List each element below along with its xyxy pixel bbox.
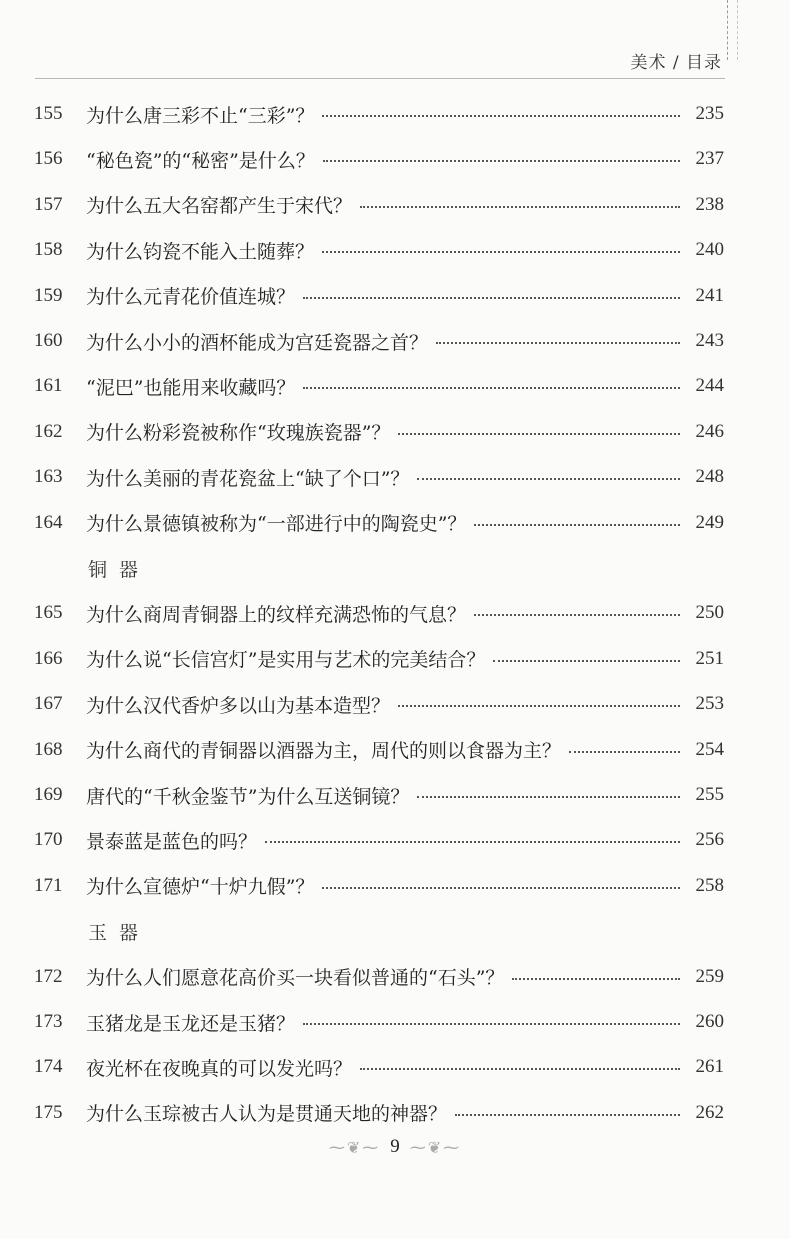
entry-page-number: 238 bbox=[695, 193, 724, 215]
entry-number: 169 bbox=[34, 784, 63, 805]
entry-number: 161 bbox=[34, 375, 63, 397]
entry-number: 159 bbox=[34, 284, 63, 306]
dot-leader bbox=[398, 705, 680, 707]
entry-number: 160 bbox=[34, 330, 63, 351]
entry-number: 157 bbox=[34, 193, 63, 215]
dot-leader bbox=[417, 478, 680, 480]
dot-leader bbox=[360, 1068, 680, 1070]
toc-entry[interactable] bbox=[34, 326, 724, 356]
entry-page-number: 256 bbox=[695, 829, 724, 851]
toc-entry[interactable] bbox=[34, 1052, 724, 1082]
entry-page-number: 253 bbox=[695, 693, 724, 715]
entry-number: 167 bbox=[34, 693, 63, 715]
entry-number: 173 bbox=[34, 1011, 63, 1032]
entry-title: 唐代的“千秋金鉴节”为什么互送铜镜？ bbox=[86, 785, 410, 808]
dot-leader bbox=[512, 978, 680, 980]
entry-page-number: 243 bbox=[695, 330, 724, 351]
entry-page-number: 250 bbox=[695, 602, 724, 624]
entry-page-number: 260 bbox=[695, 1011, 724, 1032]
entry-title: 为什么美丽的青花瓷盆上“缺了个口”？ bbox=[86, 467, 410, 490]
entry-number: 162 bbox=[34, 420, 63, 442]
dot-leader bbox=[322, 115, 680, 117]
dot-leader bbox=[303, 387, 680, 389]
entry-page-number: 249 bbox=[695, 511, 724, 533]
entry-number: 168 bbox=[34, 738, 63, 760]
toc-entry[interactable] bbox=[34, 1098, 724, 1128]
toc-entry[interactable] bbox=[34, 281, 724, 311]
toc-entry[interactable] bbox=[34, 598, 724, 628]
page-edge-line bbox=[736, 0, 738, 60]
running-header: 美术 / 目录 bbox=[630, 53, 722, 73]
entry-title: 为什么粉彩瓷被称作“玫瑰族瓷器”？ bbox=[86, 422, 391, 445]
entry-number: 164 bbox=[34, 511, 63, 533]
entry-page-number: 246 bbox=[695, 420, 724, 442]
entry-title: 夜光杯在夜晚真的可以发光吗？ bbox=[86, 1057, 353, 1080]
entry-title: 为什么说“长信宫灯”是实用与艺术的完美结合？ bbox=[86, 649, 486, 672]
entry-title: 为什么小小的酒杯能成为宫廷瓷器之首？ bbox=[86, 331, 429, 354]
toc-entry[interactable] bbox=[34, 462, 724, 492]
entry-title: 为什么景德镇被称为“一部进行中的陶瓷史”？ bbox=[86, 513, 467, 536]
entry-number: 158 bbox=[34, 239, 63, 261]
entry-page-number: 241 bbox=[695, 284, 724, 306]
entry-page-number: 262 bbox=[695, 1101, 724, 1123]
entry-page-number: 240 bbox=[695, 239, 724, 261]
dot-leader bbox=[303, 1023, 680, 1025]
entry-page-number: 251 bbox=[695, 647, 724, 669]
toc-entry[interactable] bbox=[34, 508, 724, 538]
entry-number: 165 bbox=[34, 602, 63, 624]
entry-title: 为什么汉代香炉多以山为基本造型？ bbox=[86, 694, 391, 717]
dot-leader bbox=[323, 160, 680, 162]
entry-title: 为什么宣德炉“十炉九假”？ bbox=[86, 876, 315, 899]
entry-title: 为什么商代的青铜器以酒器为主，周代的则以食器为主？ bbox=[86, 740, 562, 763]
dot-leader bbox=[322, 887, 680, 889]
entry-title: 玉猪龙是玉龙还是玉猪？ bbox=[86, 1012, 296, 1035]
entry-number: 170 bbox=[34, 829, 63, 851]
dot-leader bbox=[569, 751, 680, 753]
toc-entry[interactable] bbox=[34, 689, 724, 719]
page-footer bbox=[0, 1136, 790, 1158]
toc-entry[interactable] bbox=[34, 962, 724, 992]
toc-entry[interactable] bbox=[34, 235, 724, 265]
page-edge-line bbox=[726, 0, 728, 60]
section-heading: 铜器 bbox=[88, 558, 151, 581]
entry-number: 172 bbox=[34, 965, 63, 987]
right-ornament-icon: ⁓❦⁓ bbox=[409, 1137, 462, 1157]
toc-entry[interactable] bbox=[34, 825, 724, 855]
toc-entry[interactable] bbox=[34, 99, 724, 129]
entry-page-number: 248 bbox=[695, 466, 724, 488]
toc-entry[interactable] bbox=[34, 871, 724, 901]
entry-number: 155 bbox=[34, 103, 63, 124]
entry-number: 156 bbox=[34, 148, 63, 170]
entry-title: 为什么元青花价值连城？ bbox=[86, 286, 296, 309]
entry-title: 为什么商周青铜器上的纹样充满恐怖的气息？ bbox=[86, 603, 467, 626]
page-number: 9 bbox=[390, 1136, 400, 1157]
dot-leader bbox=[398, 433, 680, 435]
entry-number: 175 bbox=[34, 1101, 63, 1123]
entry-title: 为什么人们愿意花高价买一块看似普通的“石头”？ bbox=[86, 967, 505, 990]
entry-title: “泥巴”也能用来收藏吗？ bbox=[86, 376, 296, 399]
dot-leader bbox=[493, 660, 680, 662]
dot-leader bbox=[303, 297, 680, 299]
entry-number: 171 bbox=[34, 874, 63, 896]
entry-page-number: 258 bbox=[695, 874, 724, 896]
dot-leader bbox=[455, 1114, 680, 1116]
entry-title: 为什么唐三彩不止“三彩”？ bbox=[86, 104, 315, 127]
dot-leader bbox=[322, 251, 680, 253]
section-heading: 玉器 bbox=[88, 921, 151, 944]
left-ornament-icon: ⁓❦⁓ bbox=[328, 1137, 381, 1157]
entry-number: 174 bbox=[34, 1056, 63, 1078]
entry-title: “秘色瓷”的“秘密”是什么？ bbox=[86, 149, 315, 172]
entry-page-number: 261 bbox=[695, 1056, 724, 1078]
entry-title: 为什么五大名窑都产生于宋代？ bbox=[86, 195, 353, 218]
header-rule bbox=[35, 78, 725, 79]
dot-leader bbox=[417, 796, 680, 798]
entry-title: 景泰蓝是蓝色的吗？ bbox=[86, 830, 258, 853]
toc-entry[interactable] bbox=[34, 780, 724, 810]
dot-leader bbox=[360, 206, 680, 208]
dot-leader bbox=[265, 841, 680, 843]
entry-page-number: 244 bbox=[695, 375, 724, 397]
entry-page-number: 235 bbox=[695, 103, 724, 124]
entry-page-number: 255 bbox=[695, 784, 724, 805]
dot-leader bbox=[474, 524, 680, 526]
entry-title: 为什么钧瓷不能入土随葬？ bbox=[86, 240, 315, 263]
toc-entry[interactable] bbox=[34, 735, 724, 765]
entry-page-number: 259 bbox=[695, 965, 724, 987]
toc-entry[interactable] bbox=[34, 190, 724, 220]
toc-entry[interactable] bbox=[34, 417, 724, 447]
entry-number: 163 bbox=[34, 466, 63, 488]
toc-entry[interactable] bbox=[34, 371, 724, 401]
toc-entry[interactable] bbox=[34, 1007, 724, 1037]
entry-page-number: 254 bbox=[695, 738, 724, 760]
dot-leader bbox=[474, 614, 680, 616]
toc-entry[interactable] bbox=[34, 144, 724, 174]
dot-leader bbox=[436, 342, 680, 344]
entry-page-number: 237 bbox=[695, 148, 724, 170]
toc-entry[interactable] bbox=[34, 644, 724, 674]
entry-title: 为什么玉琮被古人认为是贯通天地的神器？ bbox=[86, 1103, 448, 1126]
entry-number: 166 bbox=[34, 647, 63, 669]
